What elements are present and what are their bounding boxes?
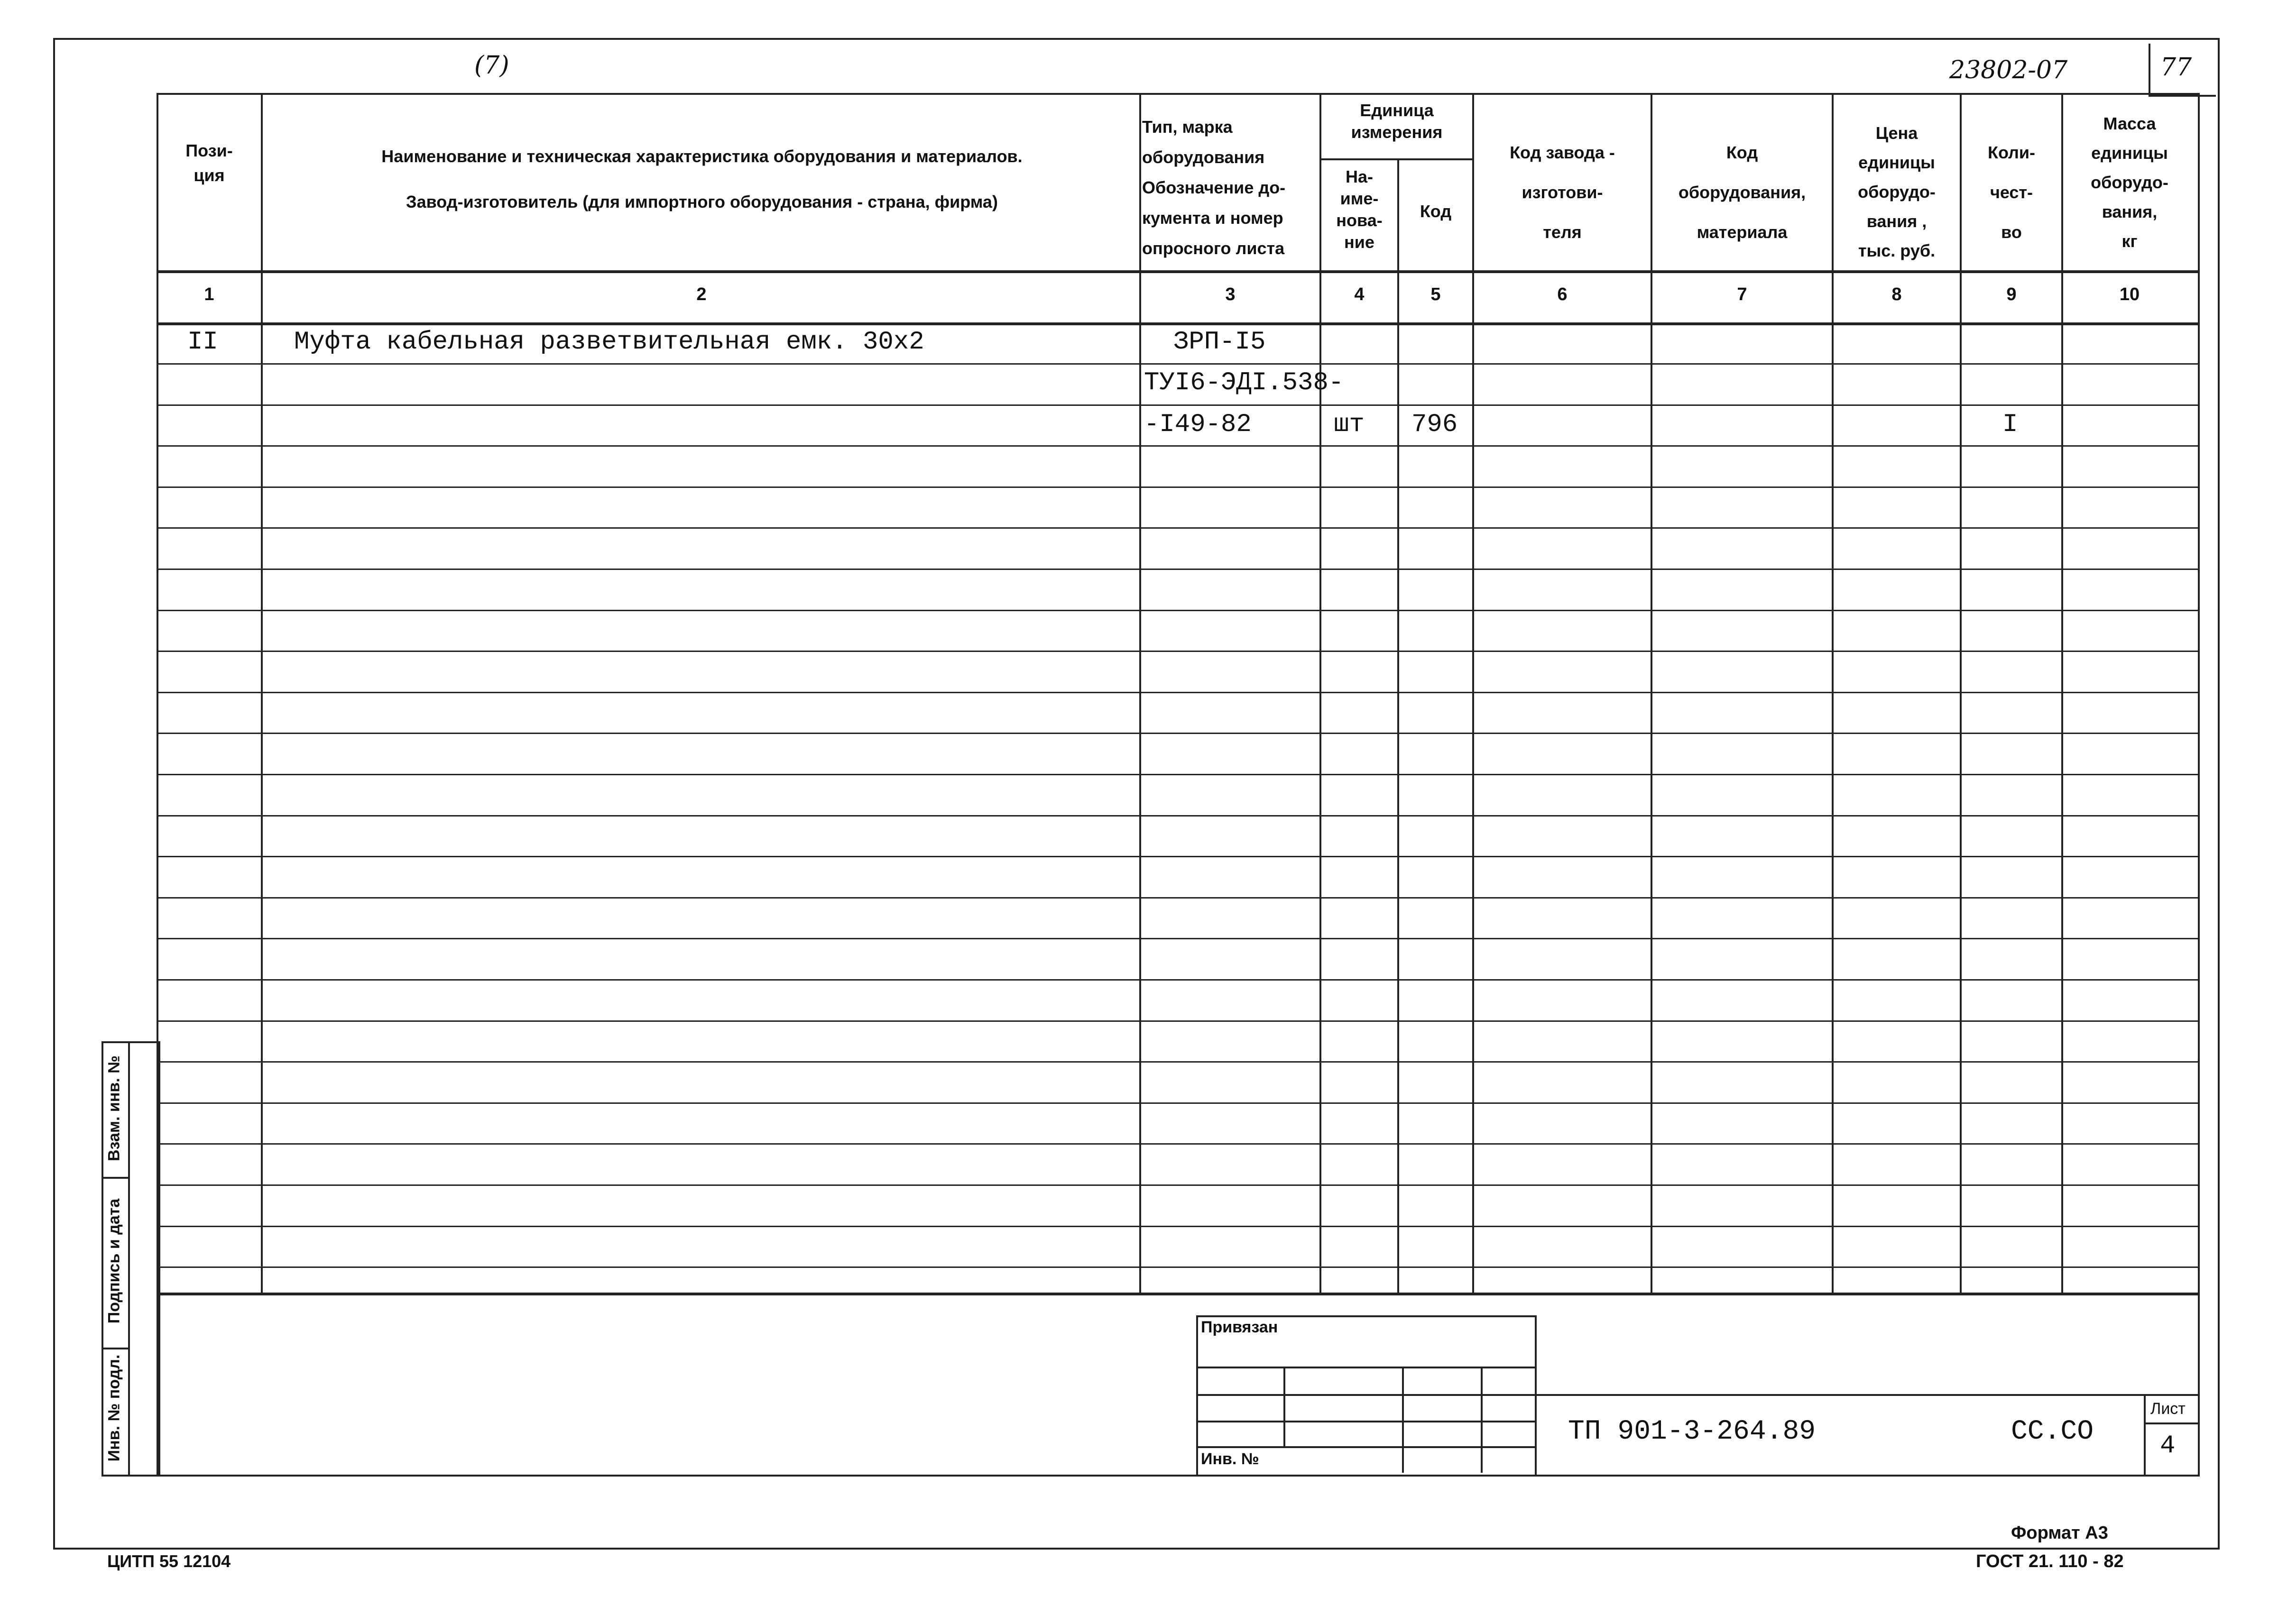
header-position: Пози- ция	[185, 141, 233, 185]
header-unit-price: Цена единицы оборудо- вания , тыс. руб.	[1858, 123, 1936, 260]
stamp-col-2	[1402, 1367, 1404, 1473]
sheet-number: 4	[2160, 1431, 2176, 1460]
number-row-line	[157, 322, 2198, 325]
sheet-label: Лист	[2150, 1400, 2186, 1418]
header-unit-code: Код	[1420, 202, 1452, 221]
header-equipment-code: Код оборудования, материала	[1678, 143, 1806, 242]
header-unit-name: На- име- нова- ние	[1336, 167, 1383, 252]
section-code: СС.СО	[2011, 1416, 2094, 1447]
row-line	[157, 1061, 2198, 1063]
col-line-2	[1139, 93, 1141, 1294]
side-label-replacement: Взам. инв. №	[105, 1055, 123, 1162]
footer-gost: ГОСТ 21. 110 - 82	[1976, 1551, 2124, 1571]
col-num-9: 9	[2006, 284, 2017, 304]
header-name: Наименование и техническая характеристика оборудования и материалов. Завод-изготовитель (для импортного оборудования - страна, фирма)	[381, 147, 1023, 211]
row3-unit: шт	[1334, 410, 1365, 439]
sheet-box-line	[2144, 1422, 2198, 1424]
row-line	[157, 1226, 2198, 1227]
row3-quantity: I	[2002, 410, 2018, 439]
corner-divider	[2149, 44, 2150, 96]
header-mass: Масса единицы оборудо- вания, кг	[2091, 114, 2168, 251]
row3-type: -I49-82	[1144, 410, 1252, 439]
header-quantity: Коли- чест- во	[1987, 143, 2036, 242]
row-line	[157, 1184, 2198, 1186]
row-line	[157, 774, 2198, 775]
header-bottom-line	[157, 270, 2198, 273]
stamp-line-3	[1196, 1421, 1535, 1422]
col-num-7: 7	[1737, 284, 1747, 304]
col-line-7	[1832, 93, 1834, 1294]
col-line-8	[1960, 93, 1962, 1294]
col-line-5	[1472, 93, 1474, 1294]
col-num-5: 5	[1430, 284, 1441, 304]
privyazan-label: Привязан	[1201, 1318, 1278, 1336]
row-line	[157, 1020, 2198, 1022]
row2-type: ТУI6-ЭДI.538-	[1144, 368, 1344, 397]
stamp-line-4	[1196, 1446, 1535, 1448]
row-line	[157, 897, 2198, 899]
side-label-divider	[128, 1041, 130, 1475]
inv-no-label: Инв. №	[1201, 1450, 1259, 1468]
col-line-3	[1319, 93, 1321, 1294]
col-num-6: 6	[1557, 284, 1568, 304]
stamp-col-1	[1283, 1367, 1285, 1446]
row1-name: Муфта кабельная разветвительная емк. 30х2	[294, 328, 924, 357]
row-line	[157, 856, 2198, 857]
page-number: 77	[2160, 53, 2192, 82]
sheet-mark: (7)	[474, 51, 509, 80]
row-line	[157, 445, 2198, 447]
col-num-8: 8	[1891, 284, 1902, 304]
row-line	[157, 1102, 2198, 1104]
col-num-2: 2	[696, 284, 707, 304]
header-manufacturer-code: Код завода - изготови- теля	[1510, 143, 1615, 242]
designation: ТП 901-3-264.89	[1568, 1416, 1816, 1447]
col-num-1: 1	[204, 284, 214, 304]
row-line	[157, 938, 2198, 939]
designation-top-line	[1533, 1394, 2198, 1396]
col-line-4	[1397, 158, 1399, 1294]
row-line	[157, 486, 2198, 488]
col-num-4: 4	[1354, 284, 1365, 304]
footer-format: Формат А3	[2011, 1523, 2108, 1543]
row-line	[157, 692, 2198, 693]
stamp-line-1	[1196, 1367, 1535, 1368]
row-line	[157, 1143, 2198, 1145]
unit-group-line	[1319, 158, 1472, 160]
col-num-10: 10	[2119, 284, 2140, 304]
col-line-1	[261, 93, 263, 1294]
footer-left-code: ЦИТП 55 12104	[107, 1551, 231, 1571]
col-line-6	[1651, 93, 1652, 1294]
stamp-line-2	[1196, 1394, 1535, 1396]
side-label-signature: Подпись и дата	[105, 1198, 123, 1324]
row-line	[157, 363, 2198, 365]
row1-type: ЗРП-I5	[1173, 328, 1266, 357]
row-line	[157, 651, 2198, 652]
row3-code: 796	[1411, 410, 1458, 439]
stamp-col-3	[1481, 1367, 1483, 1473]
row-line	[157, 404, 2198, 406]
col-line-9	[2061, 93, 2063, 1294]
col-num-3: 3	[1225, 284, 1236, 304]
row-line	[157, 815, 2198, 817]
sheet-box-divider	[2144, 1394, 2146, 1475]
side-label-original: Инв. № подл.	[105, 1354, 123, 1462]
row-line	[157, 1266, 2198, 1268]
body-bottom-line	[157, 1293, 2198, 1295]
row-line	[157, 569, 2198, 570]
header-unit-group: Единица измерения	[1351, 101, 1443, 142]
row-line	[157, 979, 2198, 981]
row1-position: II	[187, 328, 218, 357]
document-code: 23802-07	[1949, 56, 2068, 84]
row-line	[157, 527, 2198, 529]
header-type: Тип, марка оборудования Обозначение до- кумента и номер опросного листа	[1142, 117, 1286, 258]
row-line	[157, 610, 2198, 611]
row-line	[157, 733, 2198, 734]
